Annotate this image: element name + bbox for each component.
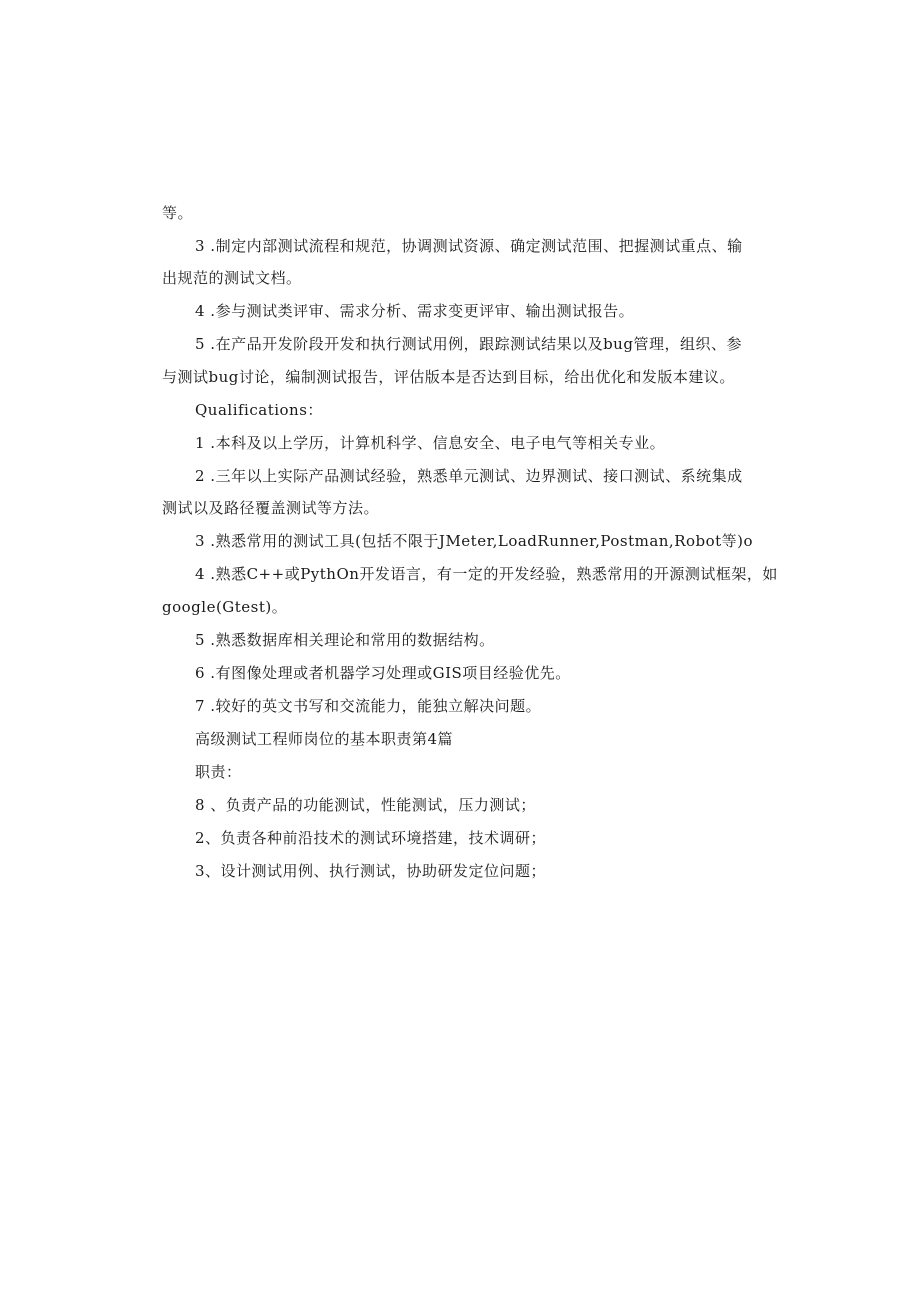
text-line: 2、负责各种前沿技术的测试环境搭建，技术调研； bbox=[195, 829, 547, 847]
text-line: 与测试bug讨论，编制测试报告，评估版本是否达到目标，给出优化和发版本建议。 bbox=[162, 368, 735, 386]
text-line: 1 .本科及以上学历，计算机科学、信息安全、电子电气等相关专业。 bbox=[195, 434, 666, 452]
text-line: 3、设计测试用例、执行测试，协助研发定位问题； bbox=[195, 862, 547, 880]
text-line: 等。 bbox=[162, 204, 194, 222]
text-line: 7 .较好的英文书写和交流能力，能独立解决问题。 bbox=[195, 697, 542, 715]
text-line: 出规范的测试文档。 bbox=[162, 269, 302, 287]
section-title: 高级测试工程师岗位的基本职责第4篇 bbox=[195, 730, 454, 748]
text-line: 4 .参与测试类评审、需求分析、需求变更评审、输出测试报告。 bbox=[195, 302, 635, 320]
section-heading: Qualifications： bbox=[195, 401, 323, 419]
text-line: 3 .制定内部测试流程和规范，协调测试资源、确定测试范围、把握测试重点、输 bbox=[195, 237, 743, 255]
text-line: 5 .在产品开发阶段开发和执行测试用例，跟踪测试结果以及bug管理，组织、参 bbox=[195, 335, 742, 353]
text-line: 3 .熟悉常用的测试工具(包括不限于JMeter,LoadRunner,Postman,Robot等)o bbox=[195, 532, 754, 550]
text-line: 2 .三年以上实际产品测试经验，熟悉单元测试、边界测试、接口测试、系统集成 bbox=[195, 467, 743, 485]
text-line: 测试以及路径覆盖测试等方法。 bbox=[162, 499, 380, 517]
section-heading: 职责： bbox=[195, 763, 242, 781]
text-line: 4 .熟悉C++或PythOn开发语言，有一定的开发经验，熟悉常用的开源测试框架，如 bbox=[195, 565, 778, 583]
text-line: 5 .熟悉数据库相关理论和常用的数据结构。 bbox=[195, 631, 495, 649]
text-line: google(Gtest)。 bbox=[162, 598, 288, 616]
text-line: 6 .有图像处理或者机器学习处理或GIS项目经验优先。 bbox=[195, 664, 571, 682]
text-line: 8 、负责产品的功能测试，性能测试，压力测试； bbox=[195, 796, 536, 814]
